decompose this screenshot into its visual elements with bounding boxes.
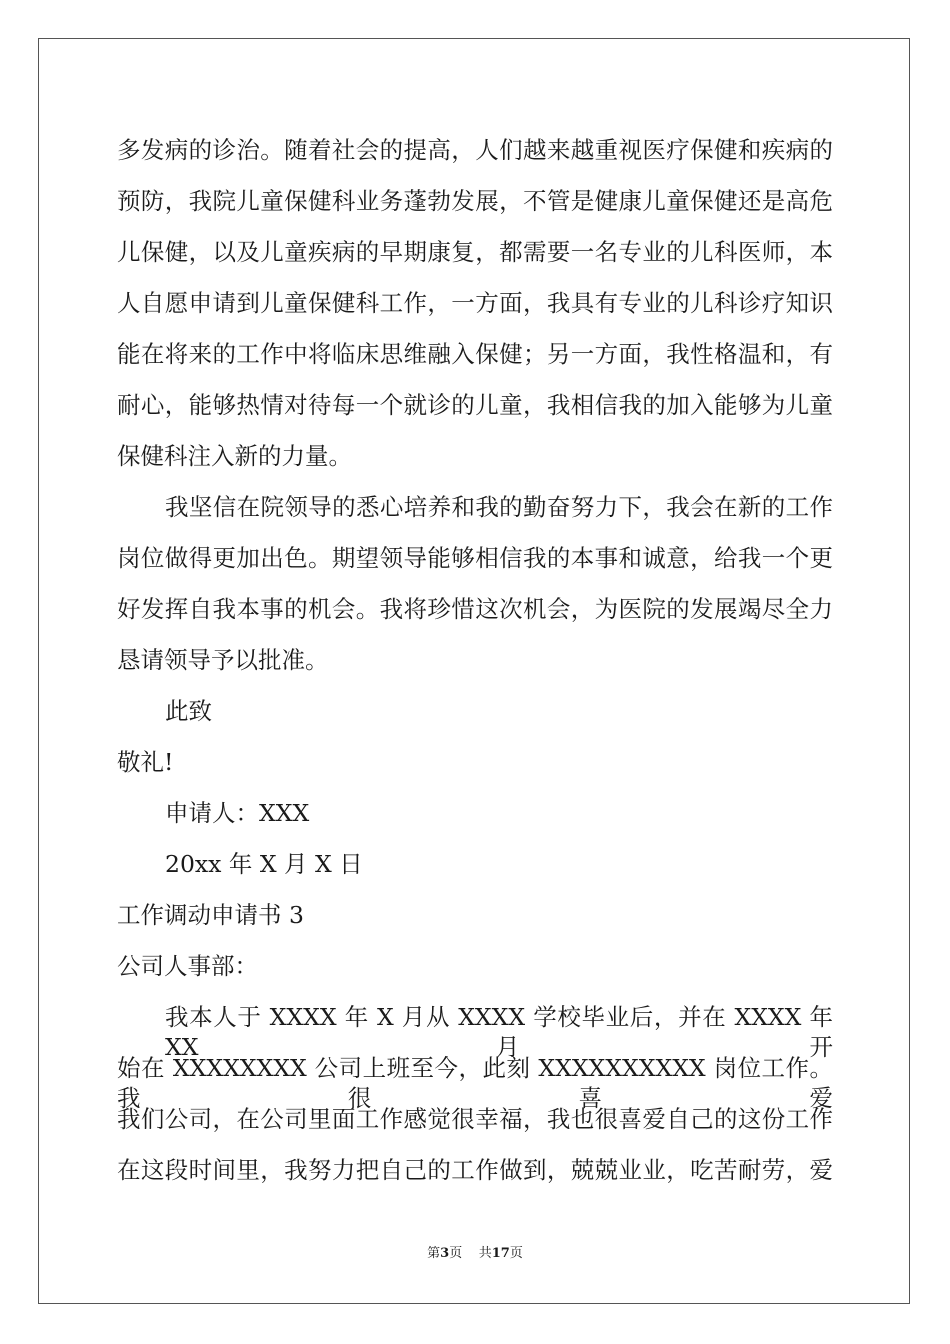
- applicant-signature: 申请人：XXX: [165, 799, 310, 827]
- paragraph-line: 人自愿申请到儿童保健科工作，一方面，我具有专业的儿科诊疗知识: [117, 289, 833, 317]
- recipient-line: 公司人事部：: [117, 952, 258, 980]
- total-prefix: 共: [478, 1246, 492, 1261]
- page-footer: [0, 1245, 950, 1263]
- paragraph-line: 能在将来的工作中将临床思维融入保健；另一方面，我性格温和，有: [117, 340, 833, 368]
- paragraph-line: 始在 XXXXXXXX 公司上班至今，此刻 XXXXXXXXXX 岗位工作。我很喜爱: [117, 1054, 833, 1112]
- paragraph-line: 儿保健，以及儿童疾病的早期康复，都需要一名专业的儿科医师，本: [117, 238, 833, 266]
- paragraph-line: 耐心，能够热情对待每一个就诊的儿童，我相信我的加入能够为儿童: [117, 391, 833, 419]
- paragraph-line: 在这段时间里，我努力把自己的工作做到，兢兢业业，吃苦耐劳，爱: [117, 1156, 833, 1184]
- paragraph-line: 好发挥自我本事的机会。我将珍惜这次机会，为医院的发展竭尽全力: [117, 595, 833, 623]
- paragraph-line: 岗位做得更加出色。期望领导能够相信我的本事和诚意，给我一个更: [117, 544, 833, 572]
- paragraph-line: 多发病的诊治。随着社会的提高，人们越来越重视医疗保健和疾病的: [117, 136, 833, 164]
- paragraph-line: 我坚信在院领导的悉心培养和我的勤奋努力下，我会在新的工作: [165, 493, 833, 521]
- paragraph-line: 保健科注入新的力量。: [117, 442, 352, 470]
- salutation-text: 敬礼!: [117, 748, 174, 776]
- closing-text: 此致: [165, 697, 212, 725]
- paragraph-line: 我本人于 XXXX 年 X 月从 XXXX 学校毕业后，并在 XXXX 年 XX 月开: [165, 1003, 833, 1061]
- paragraph-line: 预防，我院儿童保健科业务蓬勃发展，不管是健康儿童保健还是高危: [117, 187, 833, 215]
- paragraph-line: 恳请领导予以批准。: [117, 646, 329, 674]
- total-pages: 17: [491, 1246, 510, 1261]
- date-line: 20xx 年 X 月 X 日: [165, 850, 363, 878]
- section-title: 工作调动申请书 3: [117, 901, 304, 929]
- page-suffix: 页: [449, 1246, 463, 1261]
- paragraph-line: 我们公司，在公司里面工作感觉很幸福，我也很喜爱自己的这份工作: [117, 1105, 833, 1133]
- page-prefix: 第: [427, 1246, 441, 1261]
- total-suffix: 页: [509, 1246, 523, 1261]
- page-number: 3: [440, 1246, 450, 1261]
